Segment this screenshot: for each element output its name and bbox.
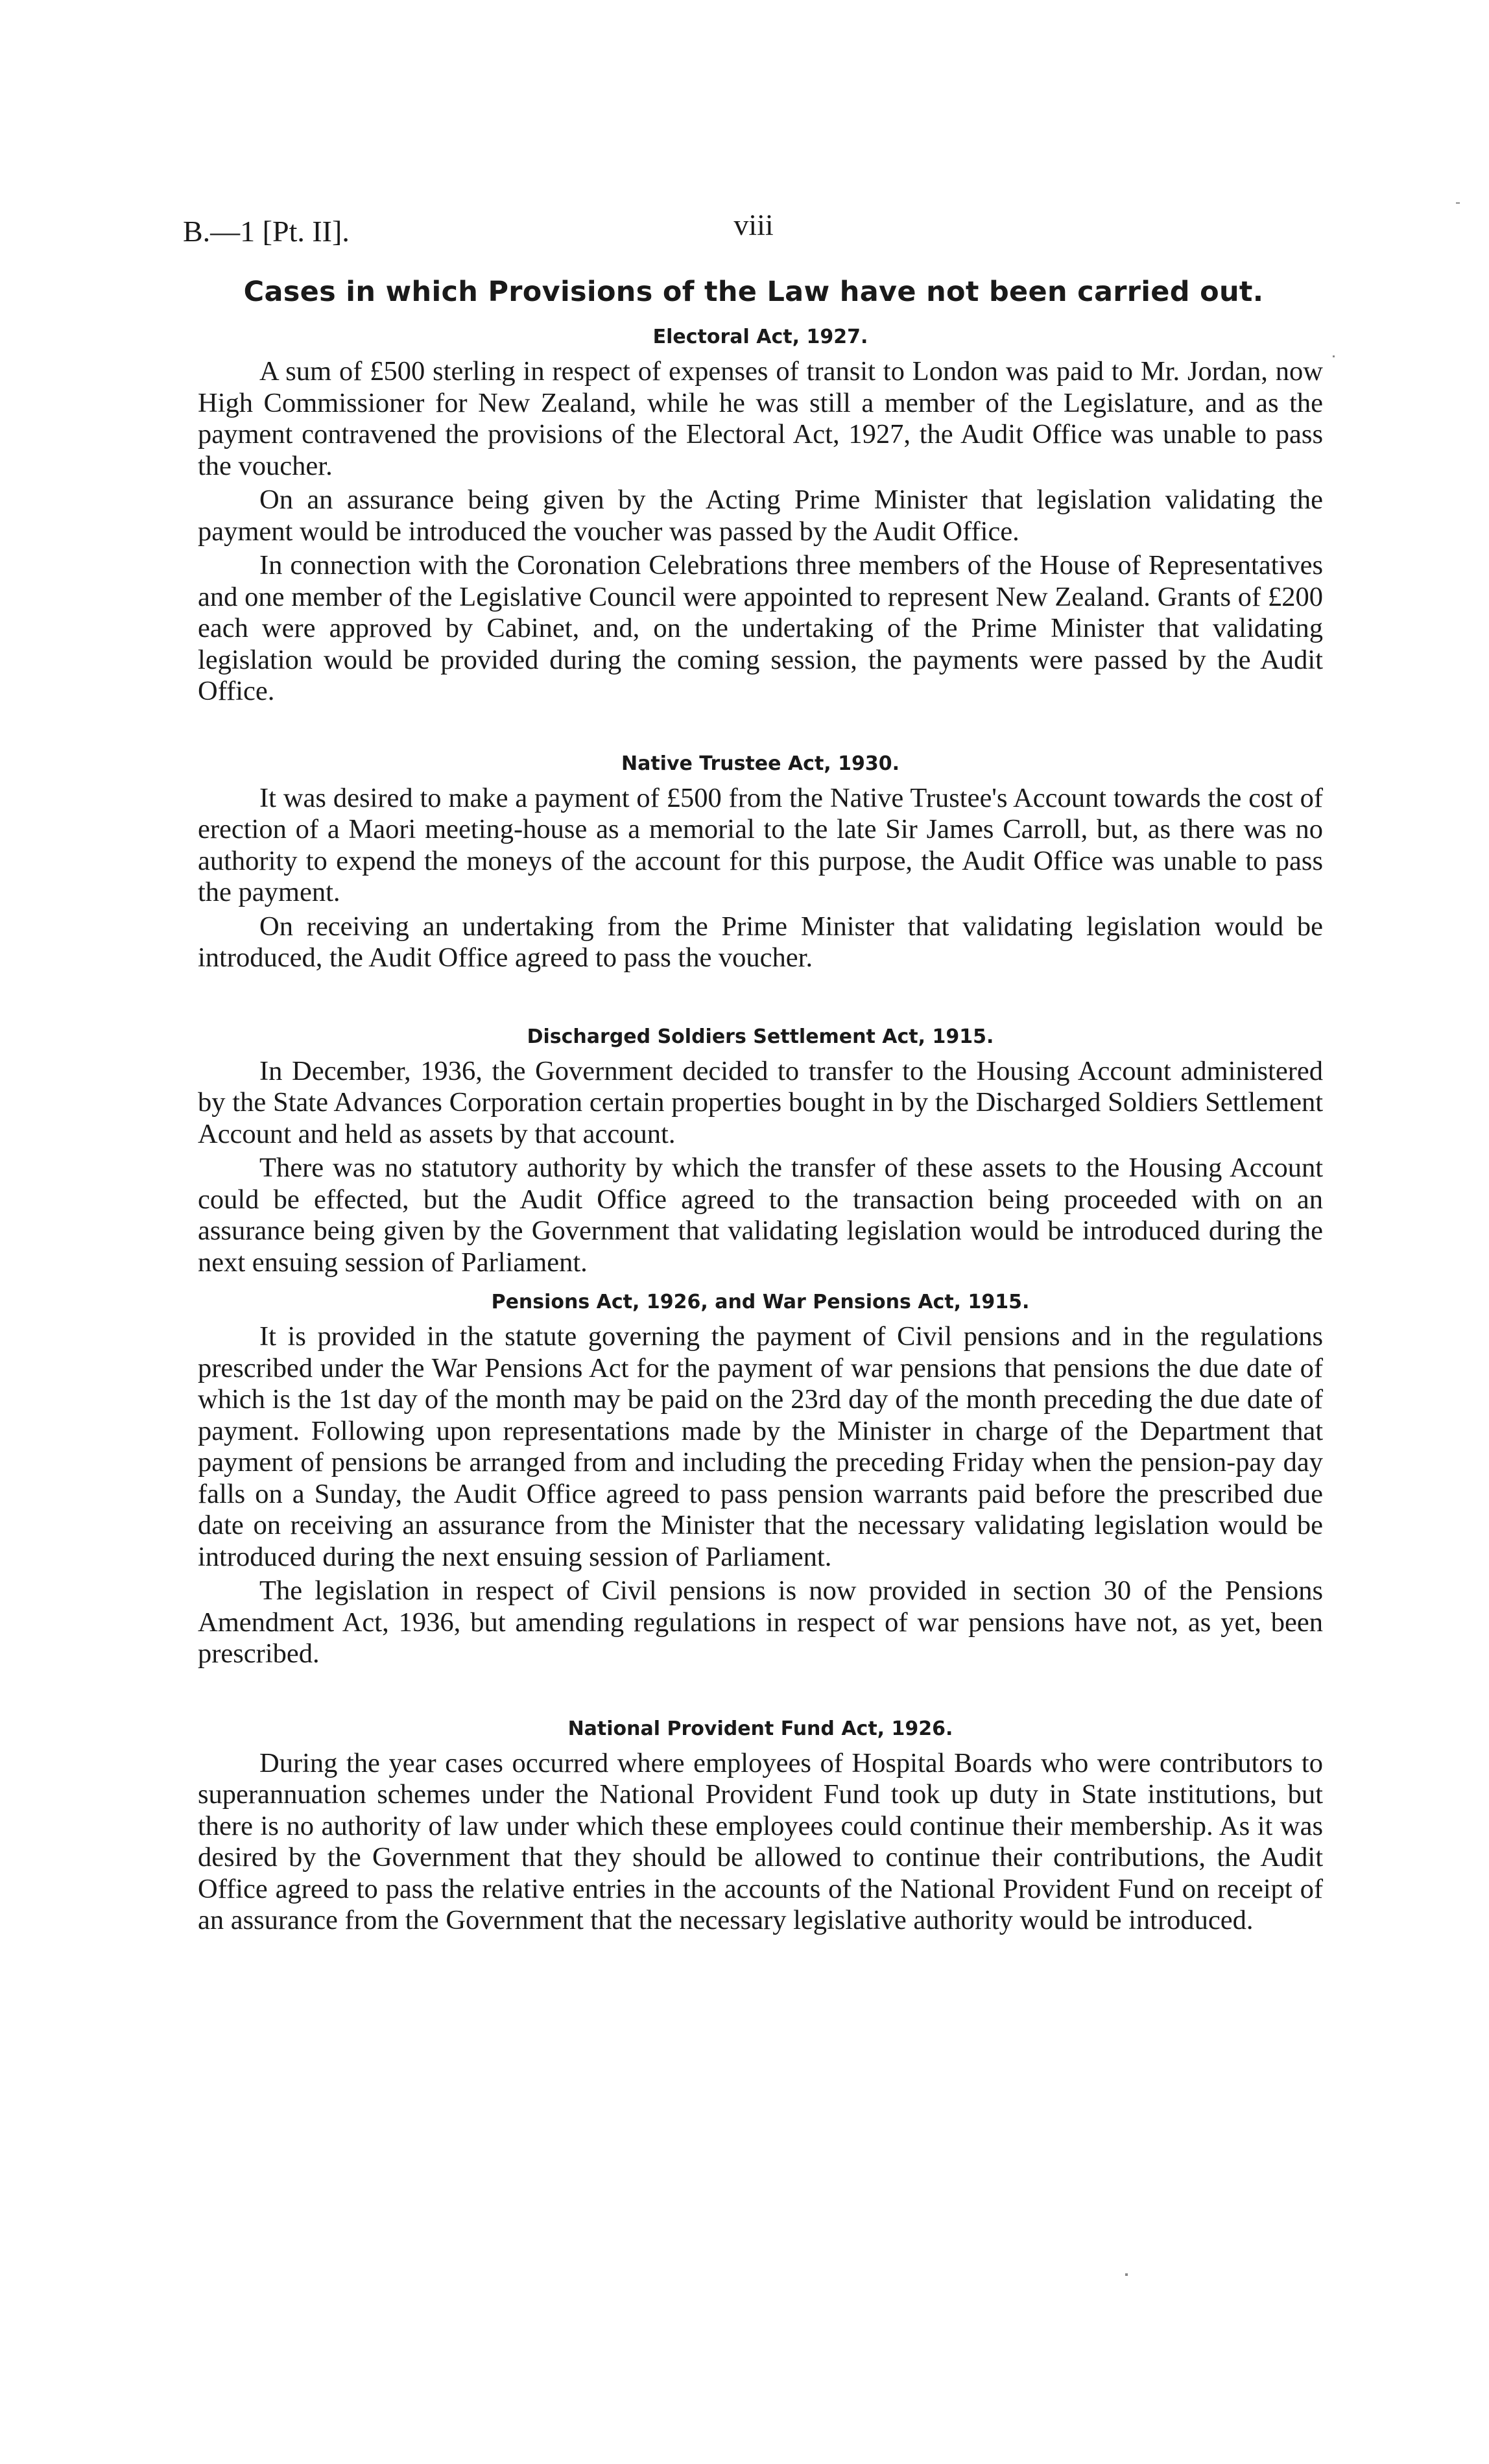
paragraph: In December, 1936, the Government decided to transfer to the Housing Account administered by the State Advances Corporation certain properties bought in by the Discharged Soldiers Settlement Account and held as assets by that account.: [198, 1055, 1323, 1149]
section-heading: National Provident Fund Act, 1926.: [567, 1717, 953, 1740]
page-number: viii: [733, 208, 774, 241]
section-native-trustee-act: [198, 748, 1323, 974]
page-title: Cases in which Provisions of the Law have not been carried out.: [243, 276, 1264, 308]
paragraph: A sum of £500 sterling in respect of expenses of transit to London was paid to Mr. Jordan, now High Commissioner for New Zealand, while he was still a member of the Legislature, and as the payment contravened the provisions of the Electoral Act, 1927, the Audit Office was unable to pass the voucher.: [198, 356, 1323, 481]
paragraph: In connection with the Coronation Celebrations three members of the House of Representatives and one member of the Legislative Council were appointed to represent New Zealand. Grants of £200 each were approved by Cabinet, and, on the undertaking of the Prime Minister that validating legislation would be provided during the coming session, the payments were passed by the Audit Office.: [198, 550, 1323, 706]
report-reference: B.—1 [Pt. II].: [183, 215, 350, 248]
paragraph: On receiving an undertaking from the Prime Minister that validating legislation would be introduced, the Audit Office agreed to pass the voucher.: [198, 911, 1323, 973]
paragraph: It was desired to make a payment of £500 from the Native Trustee's Account towards the cost of erection of a Maori meeting-house as a memorial to the late Sir James Carroll, but, as there was no authority to expend the moneys of the account for this purpose, the Audit Office was unable to pass the payment.: [198, 782, 1323, 907]
section-heading: Native Trustee Act, 1930.: [621, 752, 900, 775]
document-body: [198, 321, 1323, 1939]
scan-speck: [1333, 355, 1335, 357]
paragraph: It is provided in the statute governing the payment of Civil pensions and in the regulations prescribed under the War Pensions Act for the payment of war pensions that pensions the due date of which is the 1st day of the month may be paid on the 23rd day of the month preceding the due date of payment. Following upon representations made by the Minister in charge of the Department that payment of pensions be arranged from and including the preceding Friday when the pension-pay day falls on a Sunday, the Audit Office agreed to pass pension warrants paid before the prescribed due date on receiving an assurance from the Minister that the necessary validating legislation would be introduced during the next ensuing session of Parliament.: [198, 1321, 1323, 1572]
section-heading: Pensions Act, 1926, and War Pensions Act, 1915.: [491, 1291, 1030, 1313]
section-electoral-act: [198, 321, 1323, 708]
scan-speck: [1456, 202, 1460, 204]
running-head: [183, 208, 1324, 253]
section-national-provident-fund-act: [198, 1713, 1323, 1937]
section-pensions-act: [198, 1286, 1323, 1670]
paragraph: The legislation in respect of Civil pensions is now provided in section 30 of the Pensions Amendment Act, 1936, but amending regulations in respect of war pensions have not, as yet, been prescribed.: [198, 1575, 1323, 1669]
paragraph: During the year cases occurred where employees of Hospital Boards who were contributors to superannuation schemes under the National Provident Fund took up duty in State institutions, but there is no authority of law under which these employees could continue their membership. As it was desired by the Government that they should be allowed to continue their contributions, the Audit Office agreed to pass the relative entries in the accounts of the National Provident Fund on receipt of an assurance from the Government that the necessary legislative authority would be introduced.: [198, 1747, 1323, 1935]
paragraph: On an assurance being given by the Acting Prime Minister that legislation validating the payment would be introduced the voucher was passed by the Audit Office.: [198, 484, 1323, 547]
section-heading: Discharged Soldiers Settlement Act, 1915.: [527, 1025, 994, 1048]
scan-speck: [1125, 2273, 1128, 2276]
section-heading: Electoral Act, 1927.: [652, 326, 868, 348]
section-discharged-soldiers-act: [198, 1021, 1323, 1279]
paragraph: There was no statutory authority by which the transfer of these assets to the Housing Account could be effected, but the Audit Office agreed to the transaction being proceeded with on an assurance being given by the Government that validating legislation would be introduced during the next ensuing session of Parliament.: [198, 1153, 1323, 1278]
